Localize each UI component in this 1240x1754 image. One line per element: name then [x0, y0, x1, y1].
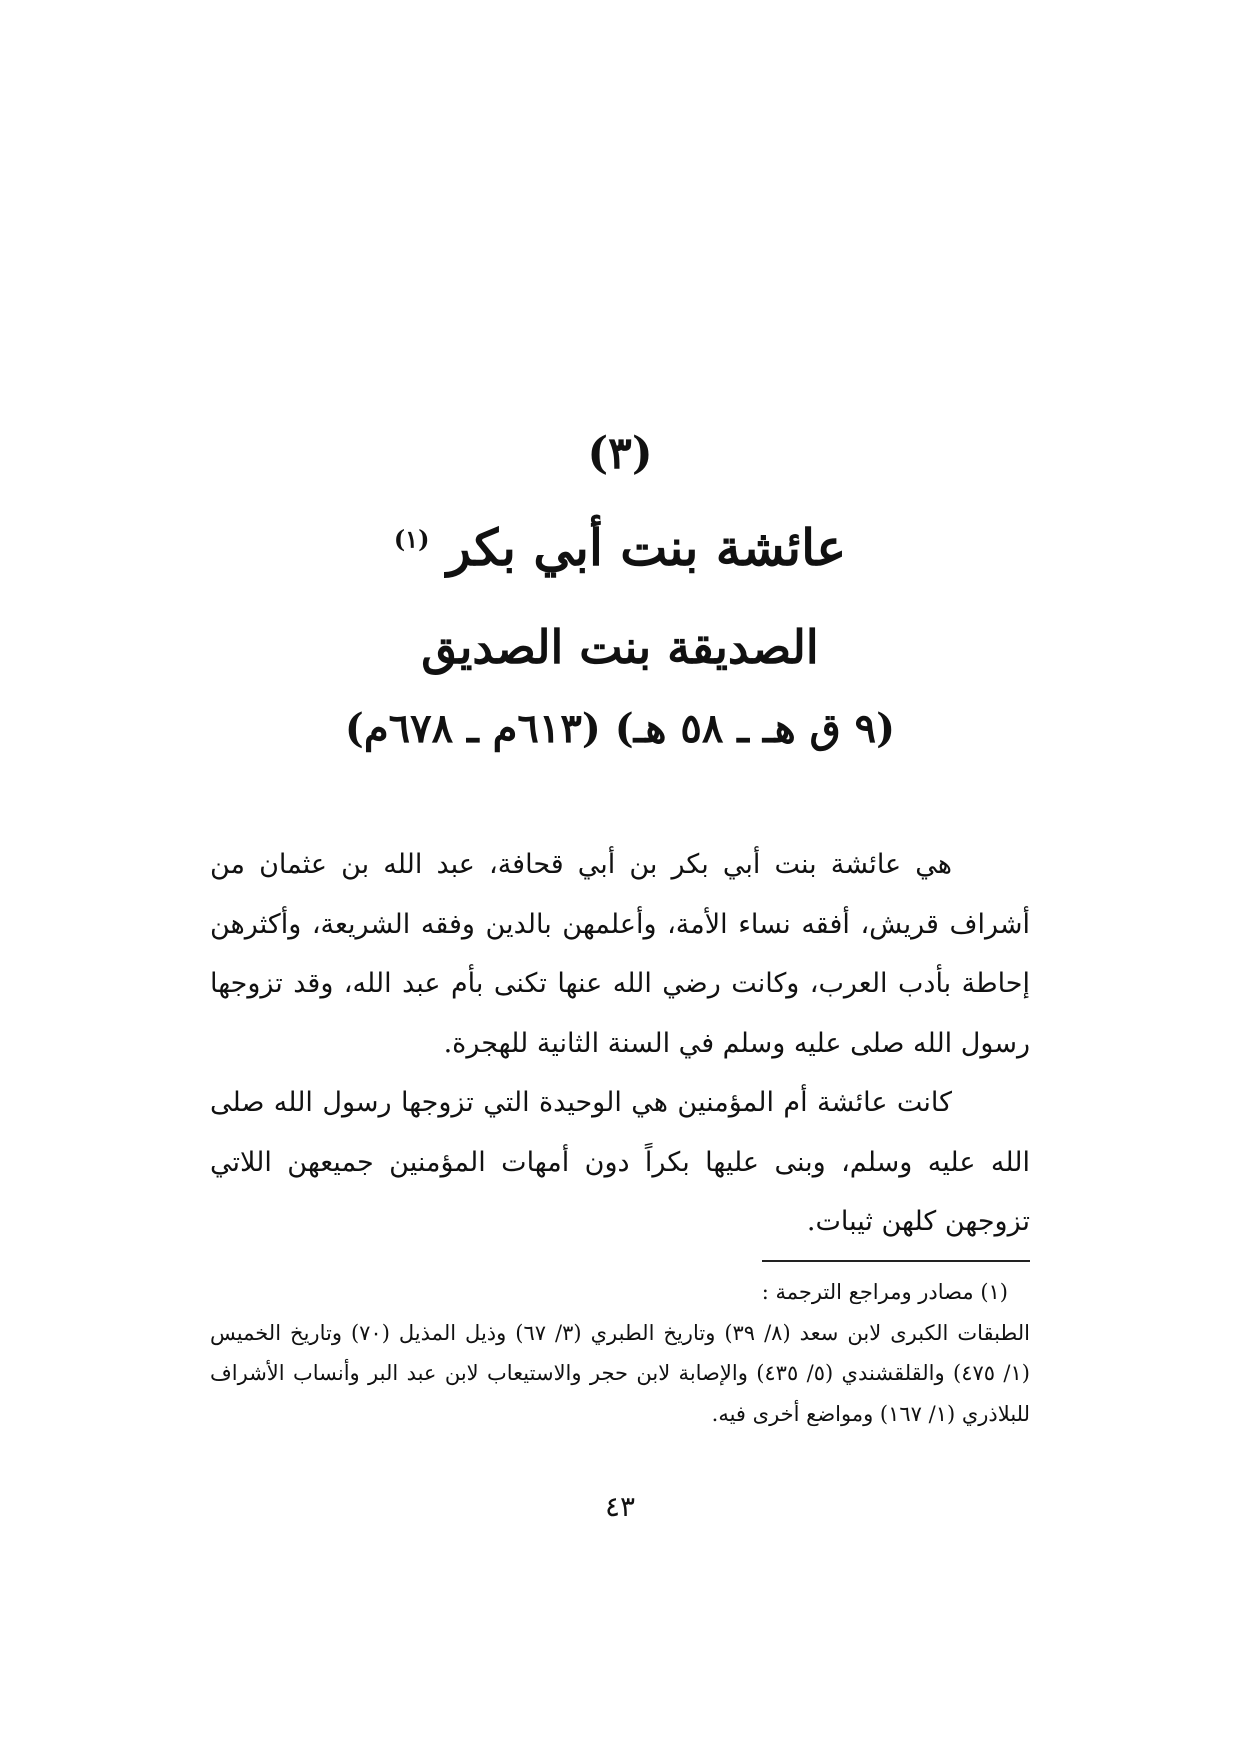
page-subtitle: الصديقة بنت الصديق	[421, 620, 819, 674]
life-dates: (٩ ق هـ ـ ٥٨ هـ) (٦١٣م ـ ٦٧٨م)	[344, 705, 896, 752]
footnote-text: الطبقات الكبرى لابن سعد (٨/ ٣٩) وتاريخ الطبري (٣/ ٦٧) وذيل المذيل (٧٠) وتاريخ الخميس (١/ ٤٧٥) والقلقشندي (٥/ ٤٣٥) والإصابة لابن حجر والاستيعاب لابن عبد البر وأنساب الأشراف للبلاذري (١/ ١٦٧) ومواضع أخرى فيه.	[210, 1320, 1030, 1426]
body-paragraph-1: هي عائشة بنت أبي بكر بن أبي قحافة، عبد الله بن عثمان من أشراف قريش، أفقه نساء الأمة، وأعلمهن بالدين وفقه الشريعة، وأكثرهن إحاطة بأدب العرب، وكانت رضي الله عنها تكنى بأم عبد الله، وقد تزوجها رسول الله صلى عليه وسلم في السنة الثانية للهجرة.	[210, 849, 1030, 1059]
title-text: عائشة بنت أبي بكر	[446, 518, 847, 577]
footnotes	[210, 1272, 1030, 1434]
title-footnote-mark: (١)	[393, 524, 430, 554]
body-paragraph-2: كانت عائشة أم المؤمنين هي الوحيدة التي تزوجها رسول الله صلى الله عليه وسلم، وبنى عليها بكراً دون أمهات المؤمنين جميعهن اللاتي تزوجهن كلهن ثيبات.	[210, 1087, 1030, 1237]
chapter-number: (٣)	[587, 428, 653, 479]
page-title	[0, 518, 1240, 577]
footnote-heading: (١) مصادر ومراجع الترجمة :	[761, 1280, 1008, 1304]
body-text	[210, 835, 1030, 1252]
page-number: ٤٣	[604, 1490, 636, 1523]
footnote-divider	[762, 1260, 1030, 1262]
